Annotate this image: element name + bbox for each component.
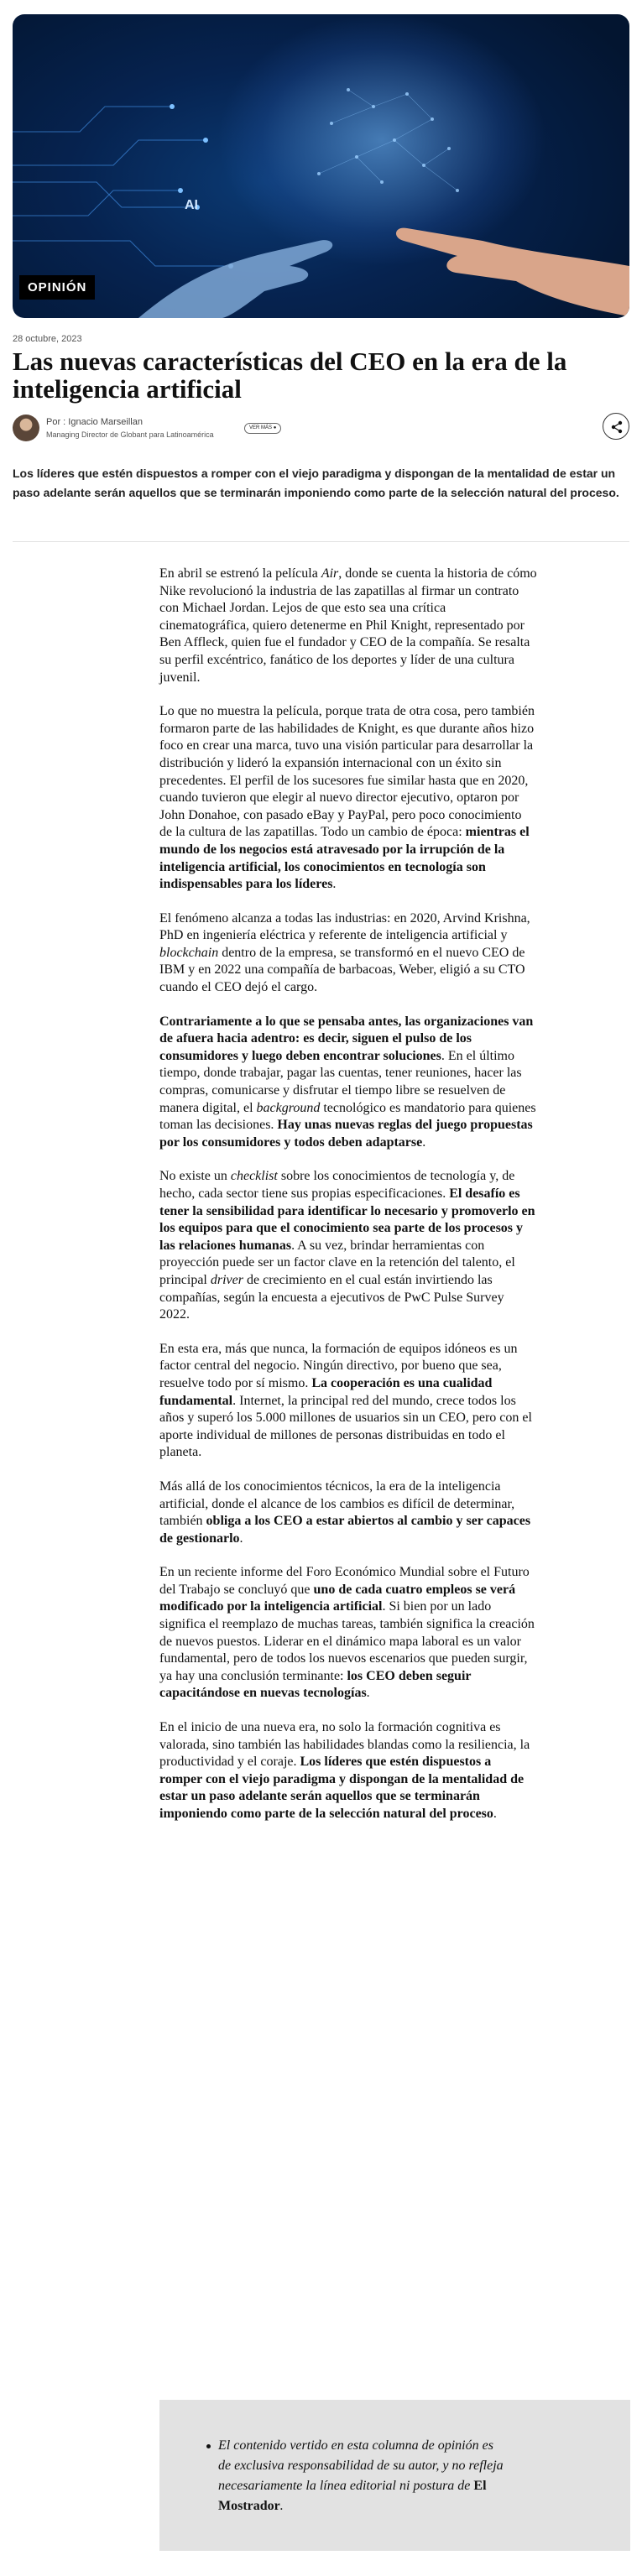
emphasis: background: [256, 1100, 321, 1115]
paragraph: [159, 566, 537, 686]
bold-text: Hay unas nuevas reglas del juego propuestas por los consumidores y todos deben adaptarse: [159, 1118, 533, 1150]
text: dentro de la empresa, se transformó en el nuevo CEO de IBM y en 2022 una compañía de barbacoas, Weber, eligió a su CTO cuando el CEO dejó el cargo.: [159, 945, 525, 995]
text: No existe un: [159, 1169, 231, 1184]
text: En el inicio de una nueva era, no solo la formación cognitiva es valorada, sino también las habilidades blandas como la resiliencia, la productividad y el coraje.: [159, 1720, 530, 1770]
share-icon: [610, 420, 624, 434]
bold-text: uno de cada cuatro empleos se verá modificado por la inteligencia artificial: [159, 1582, 516, 1614]
see-more-label: VER MÁS: [249, 425, 273, 430]
bold-text: El desafío es tener la sensibilidad para identificar lo necesario y promoverlo en los equipos para que el conocimiento sea parte de los procesos y las relaciones humanas: [159, 1186, 535, 1253]
hero-ai-label: AI: [185, 198, 198, 212]
share-button[interactable]: [603, 413, 629, 440]
bold-text: Los líderes que estén dispuestos a romper con el viejo paradigma y dispongan de la mentalidad de estar un paso adelante serán aquellos que se terminarán imponiendo como parte de la selección natural del proceso: [159, 1755, 525, 1821]
bold-text: Contrariamente a lo que se pensaba antes, las organizaciones van de afuera hacia adentro: es decir, siguen el pulso de los consumidores y luego deben encontrar soluciones: [159, 1014, 534, 1063]
text: El contenido vertido en esta columna de opinión es de exclusiva responsabilidad de su autor, y no refleja necesariamente la línea editorial ni postura de: [218, 2438, 504, 2493]
paragraph: [159, 1341, 537, 1462]
paragraph: [159, 1564, 537, 1703]
text: . En el último tiempo, donde trabajar, pagar las cuentas, tener reuniones, hacer las compras, comunicarse y disfrutar el tiempo libre se resuelven de manera digital, el: [159, 1048, 522, 1115]
text: En abril se estrenó la película: [159, 566, 321, 581]
bold-text: mientras el mundo de los negocios está atravesado por la irrupción de la inteligencia artificial, los conocimientos en tecnología son indispensables para los líderes: [159, 825, 530, 892]
article-title: Las nuevas características del CEO en la era de la inteligencia artificial: [13, 347, 567, 404]
text: sobre los conocimientos de tecnología y, de hecho, cada sector tiene sus propias especificaciones.: [159, 1169, 515, 1201]
text: .: [422, 1134, 426, 1150]
hero-image: [13, 14, 629, 318]
text: .: [332, 877, 337, 892]
disclaimer-box: [159, 2400, 630, 2551]
author-row: [13, 413, 629, 443]
text: El fenómeno alcanza a todas las industrias: en 2020, Arvind Krishna, PhD en ingeniería eléctrica y referente de inteligencia artificial y: [159, 910, 530, 943]
publish-date: 28 octubre, 2023: [13, 334, 82, 344]
disclaimer-item: [218, 2436, 504, 2516]
emphasis: driver: [210, 1272, 243, 1287]
publication-name: El Mostrador: [218, 2479, 487, 2513]
paragraph: [159, 1014, 537, 1152]
text: En un reciente informe del Foro Económico Mundial sobre el Futuro del Trabajo se concluyó que: [159, 1565, 530, 1597]
author-role: Managing Director de Globant para Latinoamérica: [46, 430, 214, 439]
text: .: [279, 2499, 284, 2513]
text: .: [239, 1530, 243, 1546]
text: . A su vez, brindar herramientas con proyección puede ser un factor clave en la retención del talento, el principal: [159, 1238, 515, 1287]
author-byline[interactable]: [46, 417, 143, 427]
text: .: [366, 1686, 370, 1701]
text: Más allá de los conocimientos técnicos, la era de la inteligencia artificial, donde el alcance de los cambios es difícil de determinar, también: [159, 1478, 515, 1529]
paragraph: [159, 910, 537, 997]
text: En esta era, más que nunca, la formación de equipos idóneos es un factor central del negocio. Ningún directivo, por bueno que sea, resuelve todo por sí mismo.: [159, 1341, 518, 1390]
opinion-badge[interactable]: OPINIÓN: [19, 275, 95, 300]
text: . Internet, la principal red del mundo, crece todos los años y superó los 5.000 millones de usuarios sin un CEO, pero con el aporte individual de millones de personas distribuidas en todo el planeta.: [159, 1393, 532, 1460]
bold-text: los CEO deben seguir capacitándose en nuevas tecnologías: [159, 1668, 472, 1701]
bold-text: La cooperación es una cualidad fundamental: [159, 1375, 493, 1408]
see-more-button[interactable]: [244, 423, 281, 434]
bold-text: obliga a los CEO a estar abiertos al cambio y ser capaces de gestionarlo: [159, 1514, 531, 1546]
text: tecnológico es mandatorio para quienes toman las decisiones.: [159, 1100, 536, 1133]
text: , donde se cuenta la historia de cómo Nike revolucionó la industria de las zapatillas al firmar un contrato con Michael Jordan. Lejos de que esto sea una crítica cinematográfica, quiero detenerme en Phil Knight, representado por Ben Affleck, quien fue el fundador y CEO de la compañía. Se resalta su perfil excéntrico, fanático de los deportes y líder de una cultura juvenil.: [159, 566, 537, 685]
hero-illustration: [13, 14, 629, 318]
text: de crecimiento en el cual están invirtiendo las compañías, según la encuesta a ejecutivos de PwC Pulse Survey 2022.: [159, 1272, 504, 1322]
text: Lo que no muestra la película, porque trata de otra cosa, pero también formaron parte de las habilidades de Knight, es que durante años hizo foco en crear una marca, tuvo una visión particular para desarrollar la distribución y lideró la expansión internacional con un éxito sin precedentes. El perfil de los sucesores fue similar hasta que en 2020, cuando tuvieron que elegir al nuevo director ejecutivo, optaron por John Donahoe, con pasado eBay y PayPal, pero poco conocimiento de la cultura de las zapatillas. Todo un cambio de época:: [159, 704, 535, 840]
paragraph: [159, 1719, 537, 1823]
text: . Si bien por un lado significa el reemplazo de muchas tareas, también significa la creación de nuevos puestos. Liderar en el dinámico mapa laboral es un valor fundamental, pero de todos los nuevos escenarios que pueden surgir, ya hay una conclusión terminante:: [159, 1599, 535, 1683]
emphasis: checklist: [230, 1169, 278, 1184]
emphasis: Air: [321, 566, 339, 581]
article-body: [159, 566, 537, 1840]
text: .: [493, 1807, 497, 1821]
divider: [13, 541, 629, 542]
paragraph: [159, 1168, 537, 1323]
author-prefix: Por :: [46, 417, 66, 427]
plus-icon: ●: [273, 425, 277, 430]
emphasis: blockchain: [159, 945, 219, 960]
article-lede: Los líderes que estén dispuestos a romper con el viejo paradigma y dispongan de la mentalidad de estar un paso adelante serán aquellos que se terminarán imponiendo como parte de la selección natural del proceso.: [13, 467, 619, 499]
author-name[interactable]: Ignacio Marseillan: [68, 417, 143, 427]
paragraph: [159, 703, 537, 894]
disclaimer-list: [159, 2436, 504, 2516]
author-avatar[interactable]: [13, 415, 39, 441]
paragraph: [159, 1478, 537, 1547]
